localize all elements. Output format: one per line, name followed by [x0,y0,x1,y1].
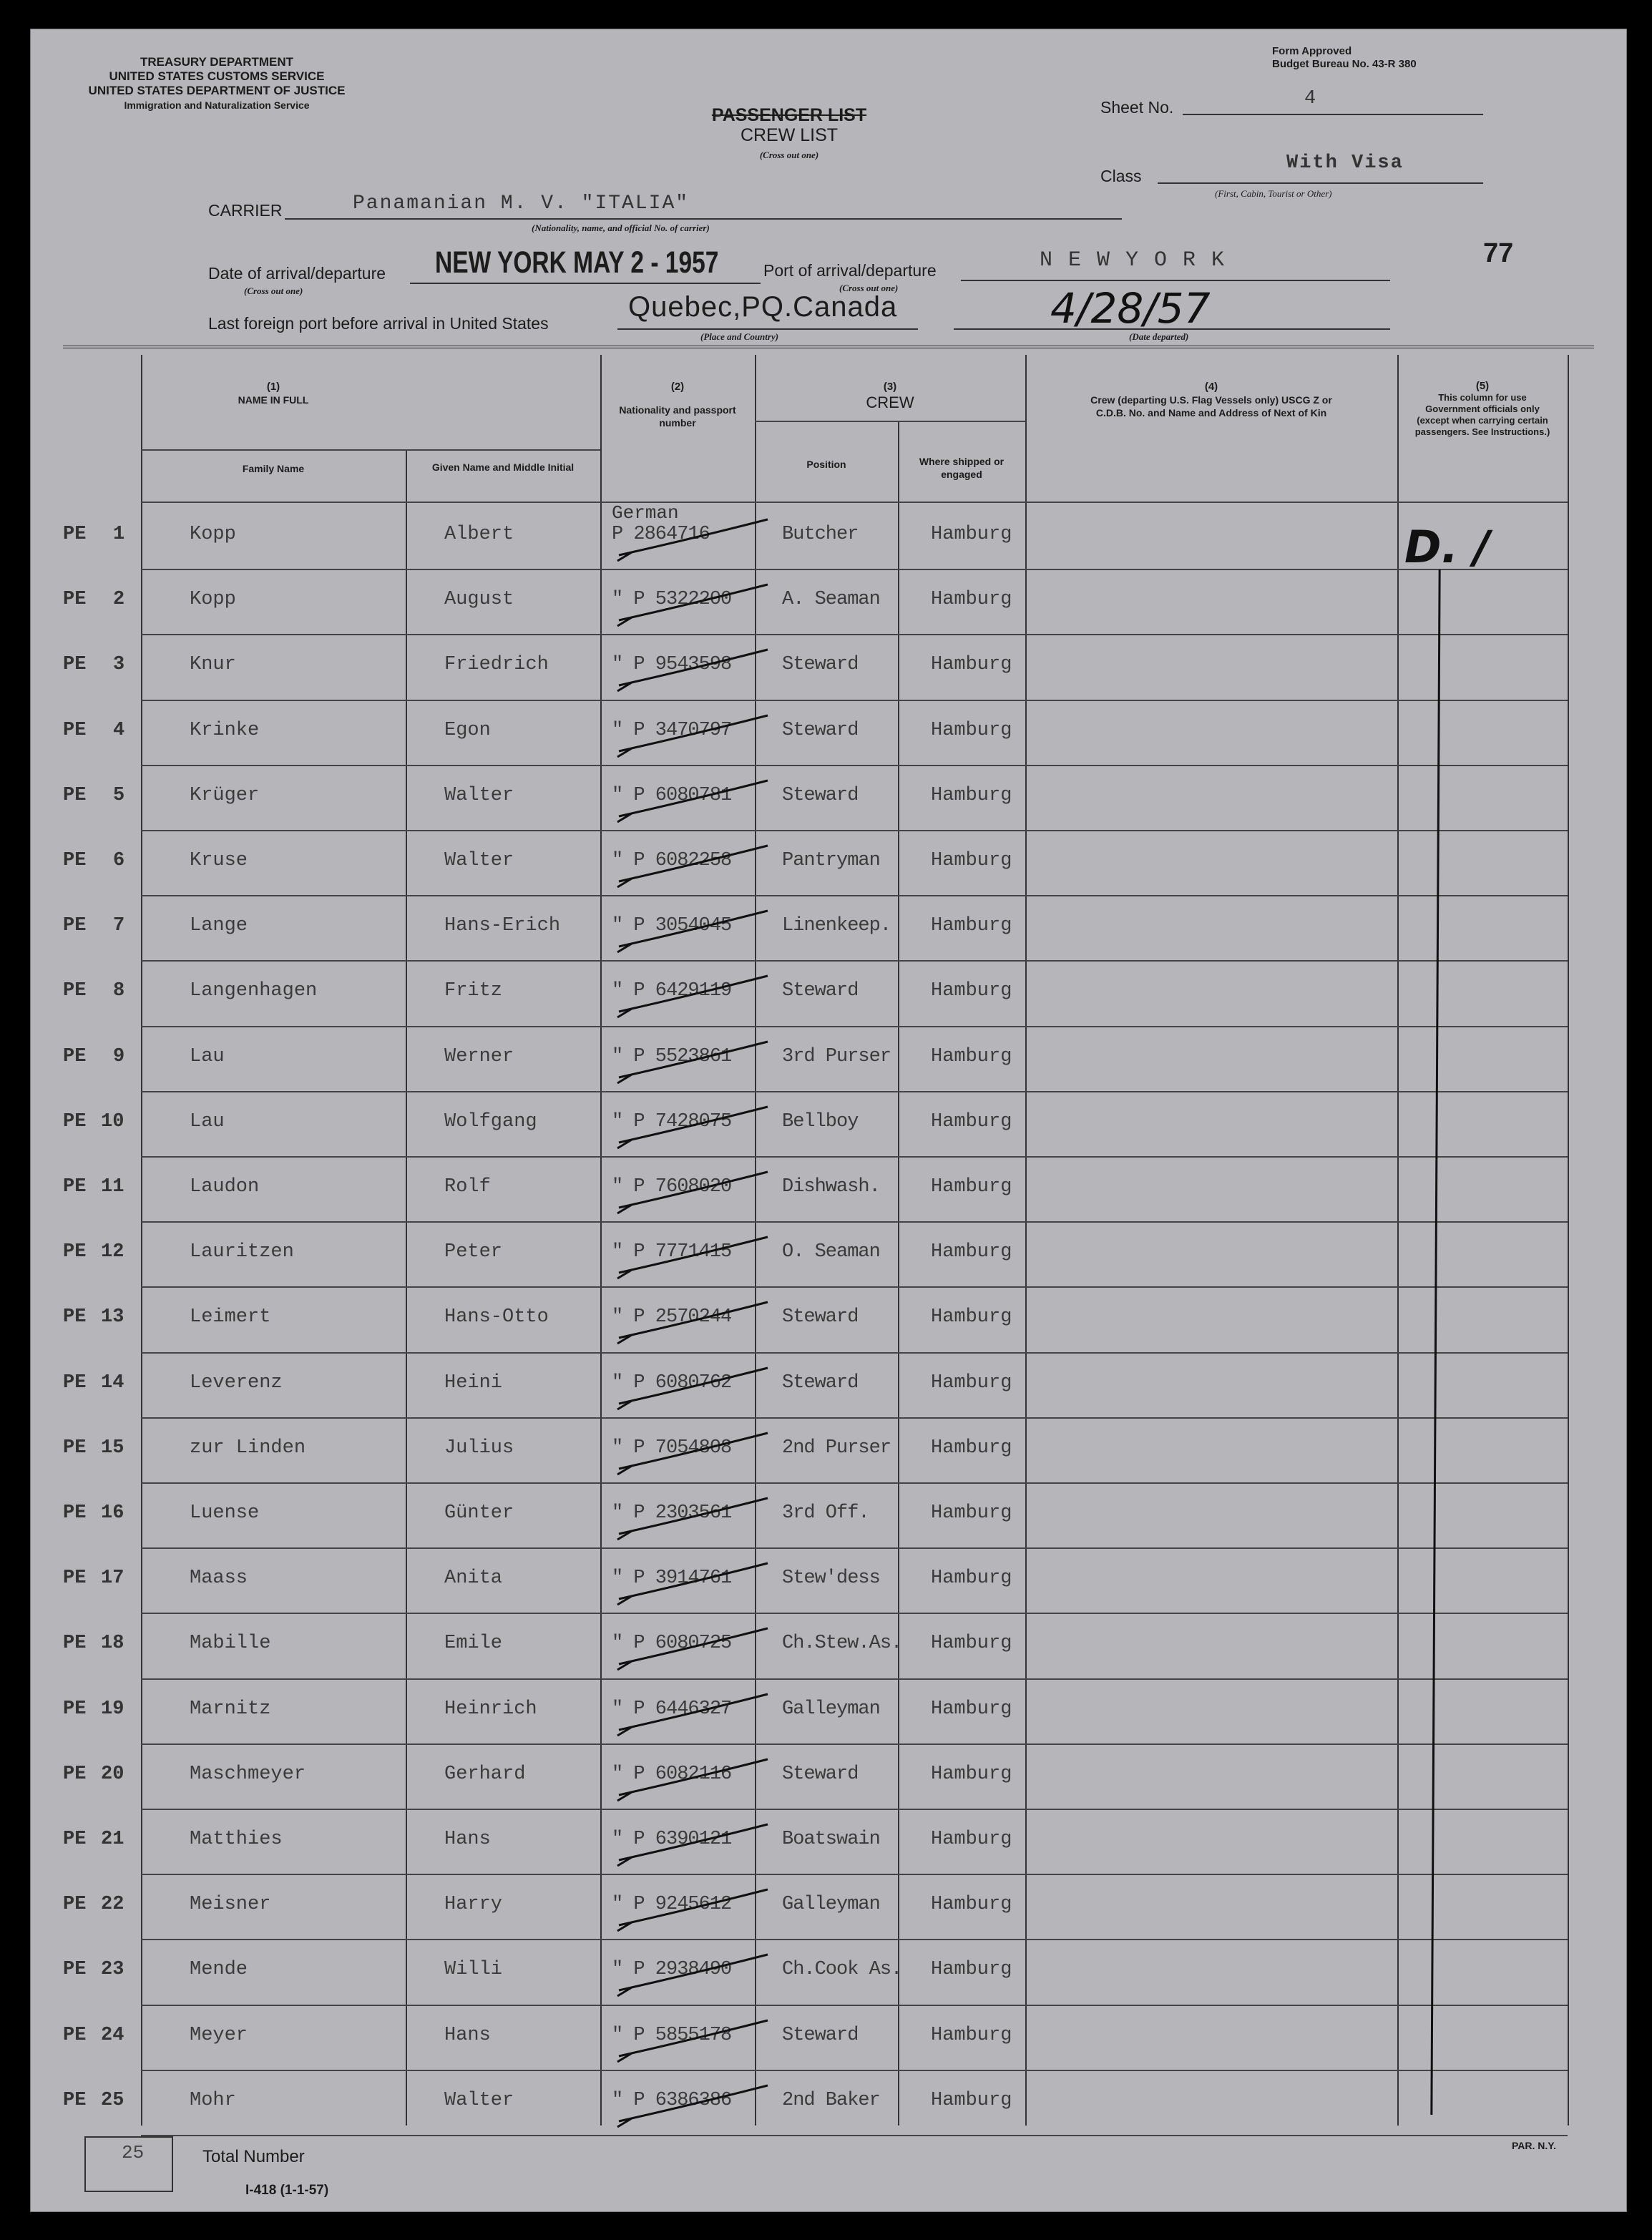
check-stroke-icon [603,967,775,1024]
row-prefix: PE [63,1176,87,1198]
family-name-cell: Kruse [190,850,248,871]
family-name-cell: Leverenz [190,1371,283,1394]
given-name-cell: August [444,589,514,611]
col3-title: CREW [866,393,914,411]
table-row [31,1156,1626,1221]
check-stroke-icon [603,772,775,829]
given-name-cell: Hans-Erich [444,915,561,937]
row-number: 22 [101,1894,124,1916]
col1-header [141,381,406,406]
check-stroke-icon [603,1620,775,1677]
family-name-cell: Mende [190,1959,248,1981]
port-underline [961,280,1390,281]
check-stroke-icon [603,1098,775,1155]
row-number: 9 [113,1045,125,1067]
date-underline [410,283,761,284]
position-cell: Galleyman [782,1894,880,1916]
given-name-cell: Friedrich [444,654,549,676]
where-shipped-cell: Hamburg [931,719,1012,741]
row-prefix: PE [63,1633,87,1655]
row-prefix: PE [63,784,87,806]
carrier-underline [285,218,1122,220]
row-number: 6 [113,850,125,871]
table-row [31,1482,1626,1547]
where-shipped-cell: Hamburg [931,1698,1012,1720]
where-shipped-cell: Hamburg [931,915,1012,937]
passport-cell: " P 6082258 [612,850,732,871]
row-number: 8 [113,980,125,1002]
given-name-cell: Walter [444,850,514,871]
table-row [31,1939,1626,2004]
row-number: 18 [101,1633,124,1655]
check-stroke-icon [603,2077,775,2134]
row-number: 5 [113,784,125,806]
where-shipped-cell: Hamburg [931,1371,1012,1394]
nationality-note: German [612,502,679,524]
table-row [31,504,1626,569]
passport-cell: " P 3914761 [612,1567,732,1590]
row-prefix: PE [63,1698,87,1720]
given-name-cell: Hans [444,2024,491,2046]
header-bottom-line [141,502,1568,503]
where-shipped-cell: Hamburg [931,784,1012,806]
where-shipped-cell: Hamburg [931,1110,1012,1133]
family-name-cell: Lau [190,1045,225,1067]
row-number: 2 [113,589,125,611]
class-value: With Visa [1286,152,1404,174]
check-stroke-icon [603,1424,775,1482]
family-name-cell: Meisner [190,1894,271,1916]
row-prefix: PE [63,1437,87,1459]
family-name-cell: Knur [190,654,236,676]
given-name-cell: Günter [444,1502,514,1524]
passport-cell: " P 6080725 [612,1633,732,1655]
carrier-label: CARRIER [208,201,283,220]
table-row [31,2005,1626,2070]
row-number: 11 [101,1176,124,1198]
row-prefix: PE [63,1894,87,1916]
position-cell: Butcher [782,524,859,545]
row-number: 21 [101,1829,124,1850]
official-mark: D. / [1404,521,1490,573]
arrival-date-stamp: NEW YORK MAY 2 - 1957 [435,245,719,280]
family-name-cell: Mohr [190,2089,236,2111]
row-prefix: PE [63,1567,87,1590]
check-stroke-icon [603,1686,775,1743]
check-stroke-icon [603,576,775,633]
where-shipped-cell: Hamburg [931,524,1012,545]
table-row [31,1613,1626,1678]
row-number: 4 [113,719,125,741]
table-row [31,1547,1626,1613]
family-name-cell: Krinke [190,719,260,741]
passport-cell: " P 5523861 [612,1045,732,1067]
passport-cell: " P 2303561 [612,1502,732,1524]
row-prefix: PE [63,1763,87,1785]
table-row [31,1221,1626,1286]
class-sub: (First, Cabin, Tourist or Other) [1215,188,1332,199]
given-name-cell: Harry [444,1894,503,1916]
where-shipped-cell: Hamburg [931,1306,1012,1329]
document-sheet [30,29,1627,2212]
total-box [84,2136,173,2192]
given-name-cell: Emile [444,1633,503,1655]
check-stroke-icon [603,837,775,894]
given-name-cell: Werner [444,1045,514,1067]
passport-cell: " P 6080762 [612,1371,732,1394]
table-row [31,765,1626,830]
row-divider [141,2135,1568,2136]
where-shipped-cell: Hamburg [931,1567,1012,1590]
position-cell: Pantryman [782,850,880,871]
col5-header [1397,381,1568,438]
given-name-cell: Fritz [444,980,503,1002]
date-arrival-label: Date of arrival/departure [208,264,386,283]
where-shipped-cell: Hamburg [931,1437,1012,1459]
header-separator [63,346,1594,348]
given-name-cell: Walter [444,2089,514,2111]
check-stroke-icon [603,1359,775,1417]
table-row [31,1809,1626,1874]
port-cross-out: (Cross out one) [839,283,899,293]
passport-cell: " P 7054808 [612,1437,732,1459]
check-stroke-icon [603,1490,775,1547]
row-prefix: PE [63,1110,87,1133]
where-shipped-cell: Hamburg [931,850,1012,871]
position-cell: Ch.Cook As. [782,1959,902,1981]
family-name-cell: zur Linden [190,1437,306,1459]
given-name-cell: Gerhard [444,1763,526,1785]
position-cell: Steward [782,654,859,676]
where-shipped-cell: Hamburg [931,1894,1012,1916]
row-number: 12 [101,1241,124,1263]
where-shipped-cell: Hamburg [931,1502,1012,1524]
where-header: Where shipped or engaged [919,456,1005,480]
row-number: 13 [101,1306,124,1329]
budget-bureau-text: Budget Bureau No. 43-R 380 [1272,58,1417,70]
where-shipped-cell: Hamburg [931,1829,1012,1850]
col5-title: This column for use Government officials only (except when carrying certain passengers. See Instructions.) [1414,392,1550,437]
passport-cell: " P 7771415 [612,1241,732,1263]
given-name-cell: Walter [444,784,514,806]
position-cell: Steward [782,719,859,741]
sheet-label: Sheet No. [1100,98,1174,117]
family-name-cell: Lau [190,1110,225,1133]
row-number: 20 [101,1763,124,1785]
agency-line: UNITED STATES DEPARTMENT OF JUSTICE [88,84,346,97]
row-number: 24 [101,2024,124,2046]
row-prefix: PE [63,1306,87,1329]
passport-cell: " P 6446327 [612,1698,732,1720]
check-stroke-icon [603,1555,775,1612]
passport-cell: " P 9543598 [612,654,732,676]
position-cell: Bellboy [782,1110,859,1133]
passport-cell: " P 6082116 [612,1763,732,1785]
family-name-cell: Kopp [190,589,236,611]
where-shipped-cell: Hamburg [931,589,1012,611]
family-name-cell: Langenhagen [190,980,318,1002]
table-row [31,1417,1626,1482]
check-stroke-icon [603,1293,775,1351]
col3-header [755,381,1025,409]
col4-number: (4) [1204,381,1218,393]
sheet-underline [1183,114,1483,115]
row-number: 23 [101,1959,124,1981]
row-prefix: PE [63,1959,87,1981]
table-row [31,569,1626,634]
passport-cell: " P 6390121 [612,1829,732,1850]
table-row [31,830,1626,895]
row-number: 14 [101,1371,124,1394]
passport-cell: " P 6429119 [612,980,732,1002]
family-name-cell: Mabille [190,1633,271,1655]
position-cell: 2nd Purser [782,1437,891,1459]
col2-title: Nationality and passport number [619,404,736,429]
where-shipped-cell: Hamburg [931,2024,1012,2046]
passport-cell: " P 2570244 [612,1306,732,1329]
family-name-header: Family Name [242,463,305,474]
check-stroke-icon [603,1163,775,1221]
passport-cell: " P 2938490 [612,1959,732,1981]
col4-title: Crew (departing U.S. Flag Vessels only) USCG Z or C.D.B. No. and Name and Address of Next of Kin [1090,394,1332,419]
form-id: I-418 (1-1-57) [245,2183,329,2198]
port-value: N E W Y O R K [1040,248,1226,273]
where-shipped-cell: Hamburg [931,2089,1012,2111]
check-stroke-icon [603,2012,775,2069]
given-name-cell: Peter [444,1241,503,1263]
position-cell: Steward [782,2024,859,2046]
position-cell: Steward [782,1371,859,1394]
check-stroke-icon [603,707,775,764]
check-stroke-icon [603,1816,775,1873]
where-shipped-cell: Hamburg [931,1959,1012,1981]
family-name-cell: Lauritzen [190,1241,294,1263]
passport-cell: " P 3054045 [612,915,732,937]
position-cell: 2nd Baker [782,2089,880,2111]
position-cell: Boatswain [782,1829,880,1850]
col1-title: NAME IN FULL [238,394,309,406]
last-port-underline [617,328,918,330]
row-number: 7 [113,915,125,937]
given-name-cell: Hans-Otto [444,1306,549,1329]
position-cell: O. Seaman [782,1241,880,1263]
given-name-cell: Hans [444,1829,491,1850]
class-label: Class [1100,167,1142,185]
where-shipped-cell: Hamburg [931,1176,1012,1198]
where-shipped-cell: Hamburg [931,1763,1012,1785]
row-number: 17 [101,1567,124,1590]
family-name-cell: Krüger [190,784,260,806]
date-departed-sub: (Date departed) [1129,331,1189,342]
check-stroke-icon [603,1946,775,2003]
position-cell: Dishwash. [782,1176,880,1198]
where-shipped-cell: Hamburg [931,980,1012,1002]
row-prefix: PE [63,2024,87,2046]
row-number: 19 [101,1698,124,1720]
sheet-value: 4 [1304,88,1318,109]
passport-cell: " P 6386386 [612,2089,732,2111]
check-stroke-icon [603,511,775,568]
total-value: 25 [122,2142,145,2163]
family-name-cell: Meyer [190,2024,248,2046]
carrier-value: Panamanian M. V. "ITALIA" [353,192,690,215]
title-crew-list: CREW LIST [740,125,839,145]
row-number: 16 [101,1502,124,1524]
given-name-cell: Julius [444,1437,514,1459]
form-approved-text: Form Approved [1272,45,1352,57]
table-row [31,895,1626,960]
row-prefix: PE [63,589,87,611]
class-underline [1158,182,1483,184]
row-prefix: PE [63,980,87,1002]
title-cross-out: (Cross out one) [759,150,819,160]
table-row [31,634,1626,699]
date-departed-handwritten: 4/28/57 [1050,284,1211,333]
given-name-cell: Rolf [444,1176,491,1198]
given-name-cell: Heini [444,1371,503,1394]
check-stroke-icon [603,1228,775,1286]
where-shipped-cell: Hamburg [931,1045,1012,1067]
family-name-cell: Lange [190,915,248,937]
given-name-cell: Heinrich [444,1698,537,1720]
agency-line: Immigration and Naturalization Service [124,99,310,111]
table-row [31,1026,1626,1091]
position-cell: Steward [782,1763,859,1785]
position-cell: Steward [782,980,859,1002]
row-number: 10 [101,1110,124,1133]
position-cell: Steward [782,784,859,806]
where-shipped-cell: Hamburg [931,1241,1012,1263]
position-cell: A. Seaman [782,589,880,611]
position-cell: Linenkeep. [782,915,891,937]
family-name-cell: Kopp [190,524,236,545]
family-name-cell: Luense [190,1502,260,1524]
table-row [31,1678,1626,1743]
page-number: 77 [1483,238,1514,268]
given-name-header: Given Name and Middle Initial [431,461,575,473]
form-approval [1272,45,1417,71]
row-prefix: PE [63,524,87,545]
passport-cell: " P 9245612 [612,1894,732,1916]
row-number: 25 [101,2089,124,2111]
row-prefix: PE [63,2089,87,2111]
passport-cell: " P 5855178 [612,2024,732,2046]
passport-cell: " P 5322200 [612,589,732,611]
printer-mark: PAR. N.Y. [1512,2140,1556,2151]
port-label: Port of arrival/departure [763,261,937,280]
title-passenger-list: PASSENGER LIST [711,105,867,125]
crew-table [31,355,1626,2143]
position-cell: Ch.Stew.As. [782,1633,902,1655]
passport-cell: " P 3470797 [612,719,732,741]
last-port-label: Last foreign port before arrival in United States [208,314,549,333]
row-number: 15 [101,1437,124,1459]
family-name-cell: Maschmeyer [190,1763,306,1785]
table-row [31,1874,1626,1939]
family-name-cell: Laudon [190,1176,260,1198]
table-row [31,1743,1626,1809]
last-port-value: Quebec,PQ.Canada [628,291,898,323]
position-cell: Steward [782,1306,859,1329]
table-row [31,1286,1626,1351]
agency-line: UNITED STATES CUSTOMS SERVICE [109,69,325,83]
check-stroke-icon [603,641,775,698]
given-name-cell: Anita [444,1567,503,1590]
check-stroke-icon [603,1033,775,1090]
passport-cell: P 2864716 [612,524,710,545]
col5-number: (5) [1475,380,1490,392]
given-name-cell: Wolfgang [444,1110,537,1133]
given-name-cell: Albert [444,524,514,545]
passport-cell: " P 7428075 [612,1110,732,1133]
row-prefix: PE [63,1241,87,1263]
col2-number: (2) [670,381,685,393]
position-cell: Galleyman [782,1698,880,1720]
list-title [675,105,904,165]
where-shipped-cell: Hamburg [931,654,1012,676]
position-cell: 3rd Purser [782,1045,891,1067]
row-prefix: PE [63,1045,87,1067]
agency-block [52,55,381,112]
row-number: 1 [113,524,125,545]
family-name-cell: Maass [190,1567,248,1590]
given-name-cell: Willi [444,1959,503,1981]
row-prefix: PE [63,1371,87,1394]
agency-line: TREASURY DEPARTMENT [140,55,294,69]
total-label: Total Number [202,2147,305,2166]
position-cell: 3rd Off. [782,1502,869,1524]
col1-number: (1) [266,381,280,393]
col2-header [600,381,755,429]
col4-header [1025,381,1397,419]
row-prefix: PE [63,850,87,871]
row-prefix: PE [63,1502,87,1524]
check-stroke-icon [603,902,775,959]
date-departed-underline [954,328,1390,330]
row-prefix: PE [63,1829,87,1850]
where-shipped-cell: Hamburg [931,1633,1012,1655]
last-port-sub: (Place and Country) [700,331,779,342]
check-stroke-icon [603,1881,775,1938]
family-name-cell: Marnitz [190,1698,271,1720]
passport-cell: " P 7608020 [612,1176,732,1198]
table-row [31,960,1626,1025]
row-prefix: PE [63,915,87,937]
table-row [31,700,1626,765]
name-subheader-line [141,449,600,451]
family-name-cell: Matthies [190,1829,283,1850]
position-header: Position [806,459,846,470]
row-prefix: PE [63,654,87,676]
check-stroke-icon [603,1751,775,1808]
position-cell: Stew'dess [782,1567,880,1590]
col3-number: (3) [883,381,897,393]
given-name-cell: Egon [444,719,491,741]
carrier-sub: (Nationality, name, and official No. of carrier) [532,222,710,233]
row-number: 3 [113,654,125,676]
table-row [31,2070,1626,2135]
family-name-cell: Leimert [190,1306,271,1329]
passport-cell: " P 6080781 [612,784,732,806]
row-prefix: PE [63,719,87,741]
crew-subheader-line [755,421,1025,422]
table-row [31,1091,1626,1156]
date-cross-out: (Cross out one) [244,285,303,296]
table-row [31,1352,1626,1417]
